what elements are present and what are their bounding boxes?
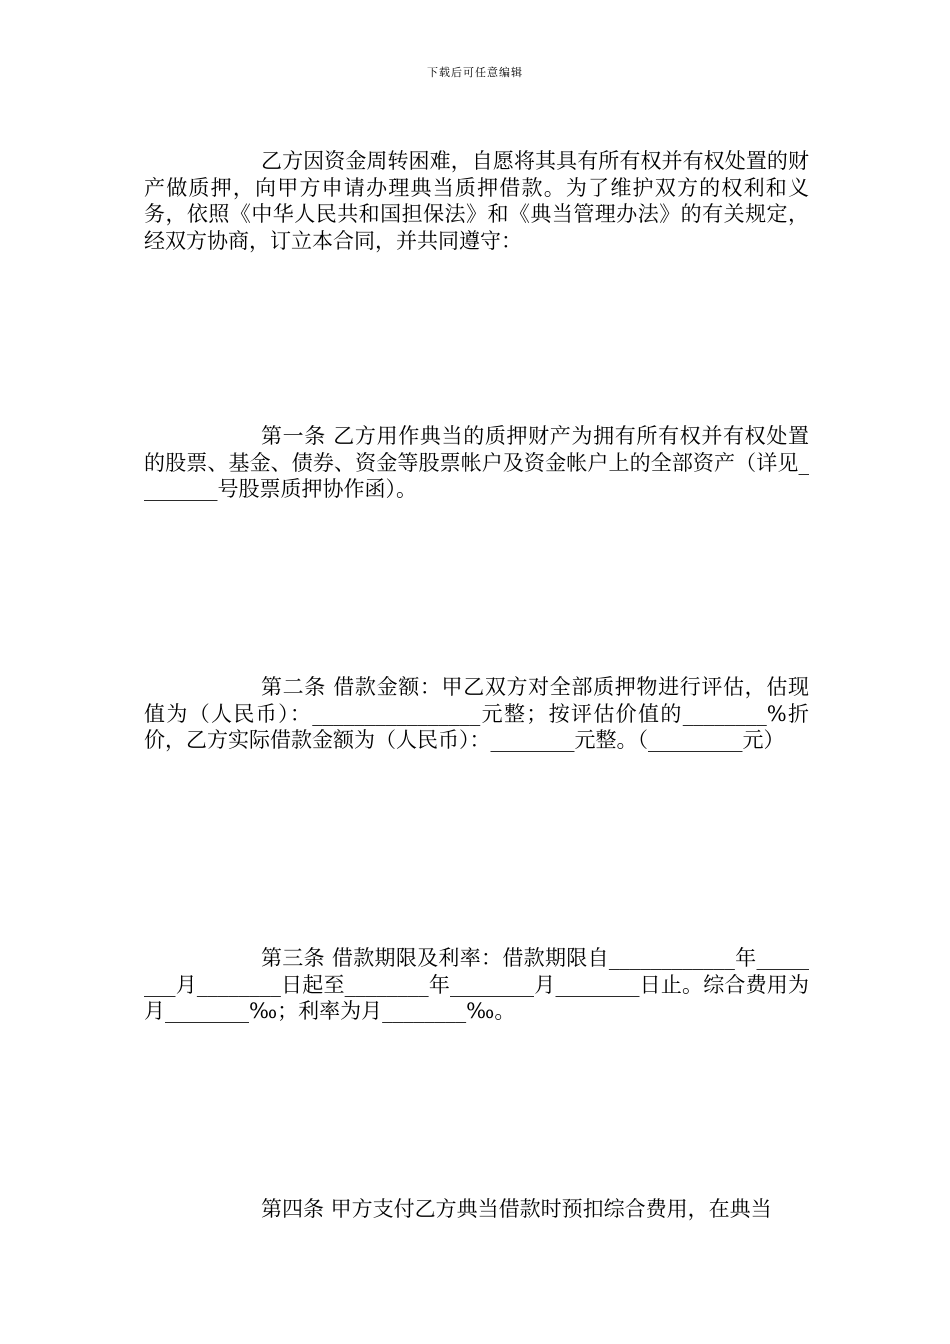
article-2-paragraph: 第二条 借款金额：甲乙双方对全部质押物进行评估，估现值为（人民币）：________________元整；按评估价值的________%折价，乙方实际借款金额为（人民币）：________元整。（_________元） bbox=[144, 675, 809, 752]
preamble-paragraph: 乙方因资金周转困难，自愿将其具有所有权并有权处置的财产做质押，向甲方申请办理典当质押借款。为了维护双方的权利和义务，依照《中华人民共和国担保法》和《典当管理办法》的有关规定，经双方协商，订立本合同，并共同遵守： bbox=[144, 149, 809, 253]
article-4-paragraph: 第四条 甲方支付乙方典当借款时预扣综合费用，在典当 bbox=[261, 1197, 772, 1221]
article-3-paragraph: 第三条 借款期限及利率：借款期限自____________年________月________日起至________年________月________日止。综合费用为月________‰；利率为月________‰。 bbox=[144, 946, 809, 1023]
header-note: 下载后可任意编辑 bbox=[427, 66, 523, 79]
article-1-paragraph: 第一条 乙方用作典当的质押财产为拥有所有权并有权处置的股票、基金、债券、资金等股票帐户及资金帐户上的全部资产（详见________号股票质押协作函）。 bbox=[144, 424, 809, 501]
